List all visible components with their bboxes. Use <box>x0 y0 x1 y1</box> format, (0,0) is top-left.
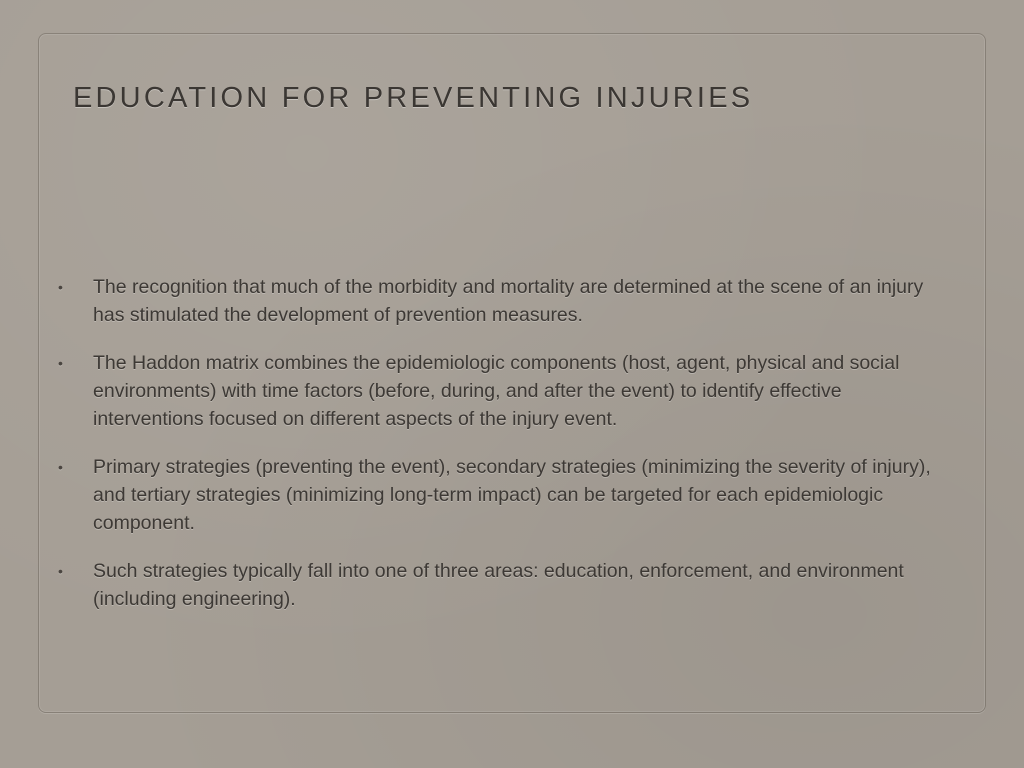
bullet-dot-icon: • <box>58 279 63 295</box>
bullet-text: The recognition that much of the morbidity and mortality are determined at the scene of an injury has stimulated the development of prevention measures. <box>93 276 924 326</box>
bullet-text: Primary strategies (preventing the event), secondary strategies (minimizing the severity of injury), and tertiary strategies (minimizing long-term impact) can be targeted for each epidemiologic component. <box>93 456 931 534</box>
bullet-text: The Haddon matrix combines the epidemiologic components (host, agent, physical and social environments) with time factors (before, during, and after the event) to identify effective interventions focused on different aspects of the injury event. <box>93 352 900 430</box>
bullet-item <box>58 557 948 613</box>
bullet-dot-icon: • <box>58 355 63 371</box>
slide-title: EDUCATION FOR PREVENTING INJURIES <box>73 82 754 114</box>
bullet-list <box>58 273 948 633</box>
bullet-item <box>58 453 948 537</box>
bullet-text: Such strategies typically fall into one of three areas: education, enforcement, and environment (including engineering). <box>93 560 904 610</box>
bullet-dot-icon: • <box>58 459 63 475</box>
bullet-item <box>58 349 948 433</box>
bullet-item <box>58 273 948 329</box>
bullet-dot-icon: • <box>58 563 63 579</box>
